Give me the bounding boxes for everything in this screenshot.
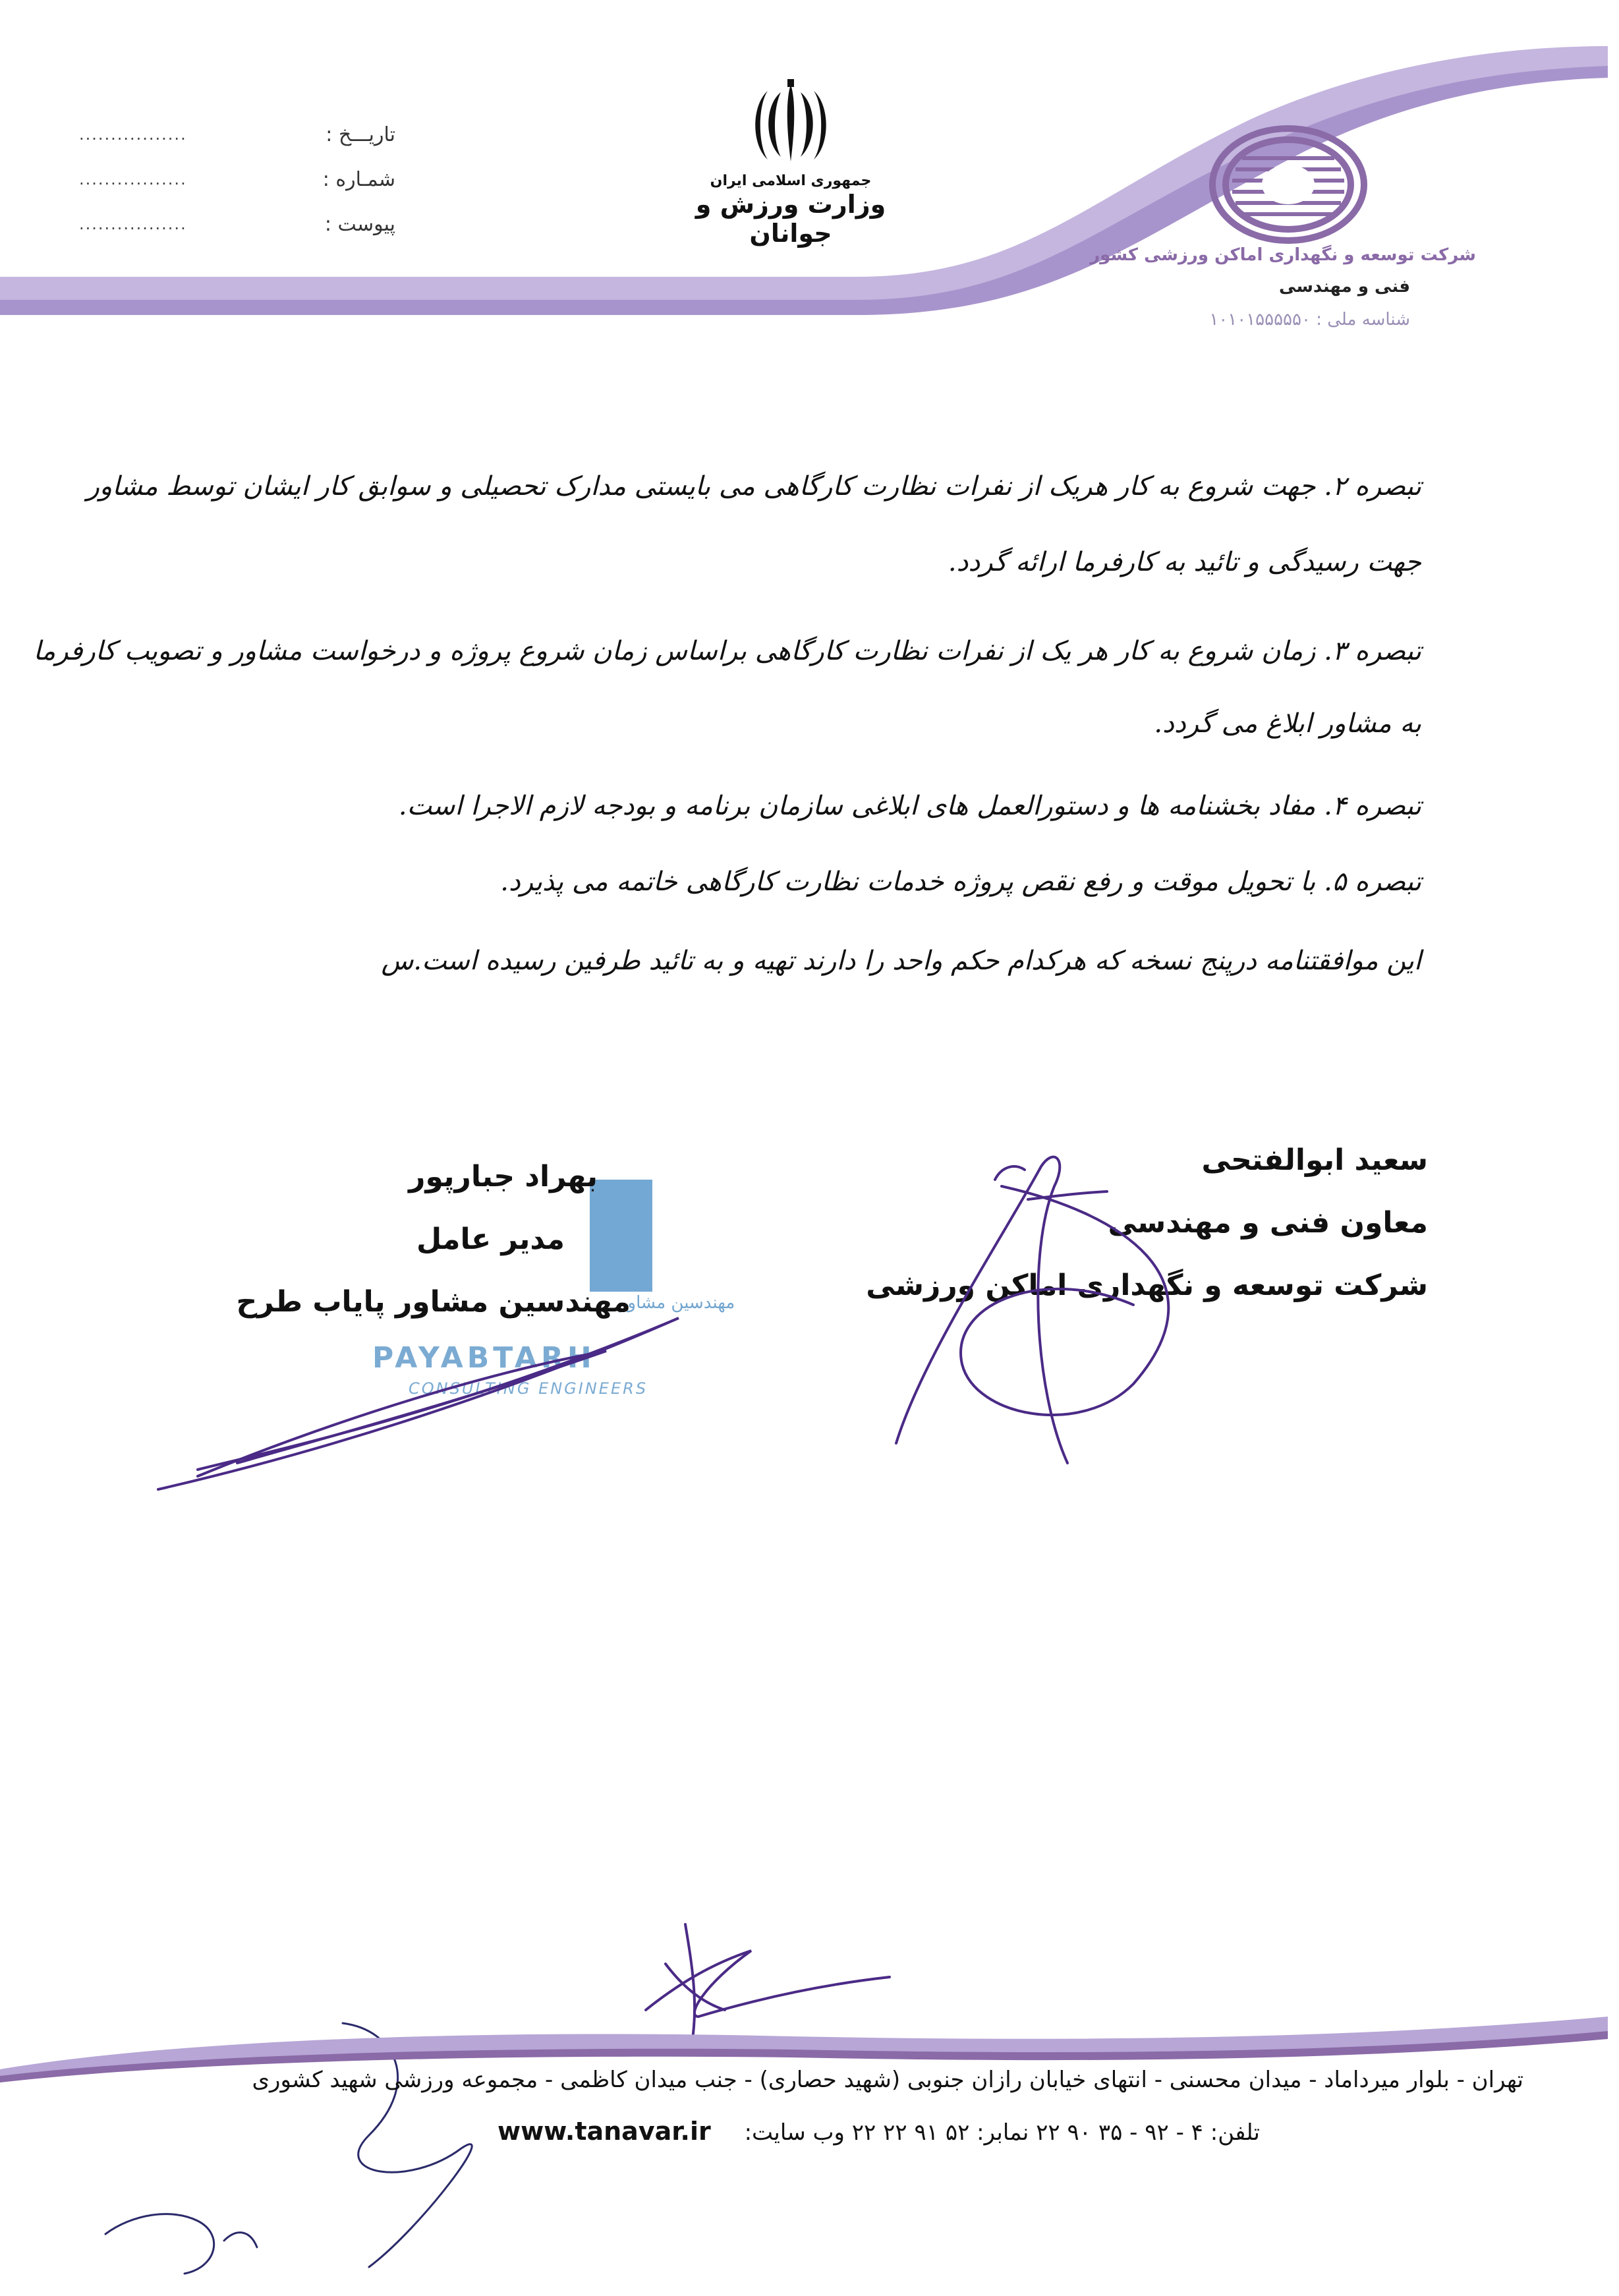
note-4: تبصره ۴. مفاد بخشنامه ها و دستورالعمل های ابلاغی سازمان برنامه و بودجه لازم الاجرا است.	[398, 791, 1421, 821]
closing-statement: این موافقتنامه درپنج نسخه که هرکدام حکم واحد را دارند تهیه و به تائید طرفین رسیده است.س	[381, 946, 1421, 976]
company-name: شرکت توسعه و نگهداری اماکن ورزشی کشور	[1090, 245, 1476, 265]
signatory-left-name: بهراد جبارپور	[409, 1160, 598, 1193]
stamp-subtitle-text: CONSULTING ENGINEERS	[409, 1379, 648, 1398]
stamp-persian-text: مهندسین مشاور	[619, 1293, 735, 1313]
meta-date: ................. تاریـــخ :	[79, 123, 395, 146]
ministry-title: وزارت ورزش و جوانان	[695, 190, 886, 248]
meta-attachment: ................. پیوست :	[79, 212, 395, 236]
document-meta	[79, 112, 395, 246]
note-3-line-1: تبصره ۳. زمان شروع به کار هر یک از نفرات نظارت کارگاهی براساس زمان شروع پروژه و درخواست مشاور و تصویب کارفرما	[33, 636, 1421, 666]
footer-phone: تلفن: ۴ - ۹۲ - ۳۵ ۹۰ ۲۲ نمابر: ۵۲ ۹۱ ۲۲ ۲۲ وب سایت:	[744, 2119, 1260, 2146]
meta-number: ................. شمـاره :	[79, 167, 395, 191]
note-2-line-2: جهت رسیدگی و تائید به کارفرما ارائه گردد.	[948, 547, 1421, 577]
ministry-subtitle: جمهوری اسلامی ایران	[710, 173, 872, 189]
note-3-line-2: به مشاور ابلاغ می گردد.	[1154, 708, 1421, 739]
company-national-id: شناسه ملی : ۱۰۱۰۱۵۵۵۵۵۰	[1209, 310, 1410, 330]
note-5: تبصره ۵. با تحویل موقت و رفع نقص پروژه خدمات نظارت کارگاهی خاتمه می پذیرد.	[500, 867, 1421, 897]
signatory-left-org: مهندسین مشاور پایاب طرح	[236, 1285, 631, 1319]
company-department: فنی و مهندسی	[1279, 277, 1410, 297]
signatory-right-title: معاون فنی و مهندسی	[1108, 1206, 1428, 1240]
company-logo-icon	[1206, 122, 1371, 247]
footer-website-link[interactable]: www.tanavar.ir	[497, 2117, 711, 2146]
signatory-right-org: شرکت توسعه و نگهداری اماکن ورزشی	[866, 1269, 1428, 1302]
iran-emblem-icon	[748, 79, 834, 168]
footer-address: تهران - بلوار میرداماد - میدان محسنی - انتهای خیابان رازان جنوبی (شهید حصاری) - جنب میدان کاظمی - مجموعه ورزشی شهید کشوری	[252, 2067, 1523, 2093]
signatory-left-title: مدیر عامل	[416, 1222, 565, 1256]
note-2-line-1: تبصره ۲. جهت شروع به کار هریک از نفرات نظارت کارگاهی می بایستی مدارک تحصیلی و سوابق کار ایشان توسط مشاور	[86, 471, 1421, 502]
signatory-right-name: سعید ابوالفتحی	[1201, 1143, 1428, 1177]
stamp-brand-text: PAYABTARH	[372, 1341, 596, 1375]
handwritten-signatures	[0, 1107, 1619, 2293]
